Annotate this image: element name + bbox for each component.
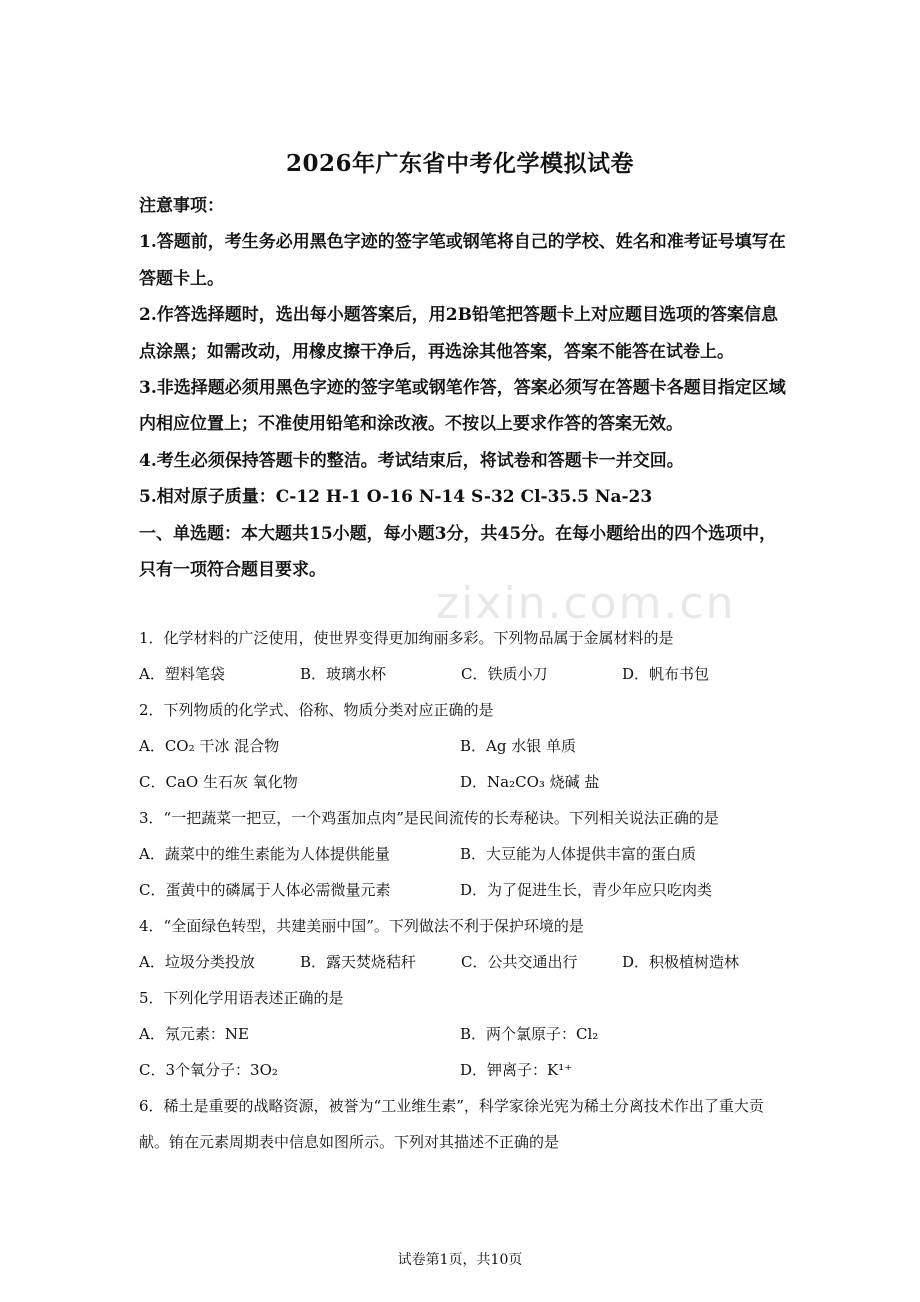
option: A．CO₂ 干冰 混合物 <box>139 737 280 755</box>
watermark: zixin.com.cn <box>436 578 736 629</box>
option: D．积极植树造林 <box>622 953 740 971</box>
option: D．钾离子：K¹⁺ <box>460 1061 573 1079</box>
option: A．垃圾分类投放 <box>139 953 255 971</box>
section-heading: 一、单选题：本大题共15小题，每小题3分，共45分。在每小题给出的四个选项中，只有一项符合题目要求。 <box>139 523 777 581</box>
question-1-options <box>139 656 789 692</box>
note-item-4: 4.考生必须保持答题卡的整洁。考试结束后，将试卷和答题卡一并交回。 <box>139 450 684 471</box>
question-6-stem: 6．稀土是重要的战略资源，被誉为“工业维生素”，科学家徐光宪为稀土分离技术作出了重大贡献。铕在元素周期表中信息如图所示。下列对其描述不正确的是 <box>139 1097 764 1151</box>
option: B．玻璃水杯 <box>300 665 387 683</box>
option: B．两个氯原子：Cl₂ <box>460 1025 599 1043</box>
option: A．塑料笔袋 <box>139 665 225 683</box>
note-item-5: 5.相对原子质量：C-12 H-1 O-16 N-14 S-32 Cl-35.5 Na-23 <box>139 487 653 508</box>
option: D．Na₂CO₃ 烧碱 盐 <box>460 773 600 791</box>
option: C．铁质小刀 <box>461 665 548 683</box>
option: D．帆布书包 <box>622 665 710 683</box>
question-2-options-row2 <box>139 764 789 800</box>
option: C．公共交通出行 <box>461 953 578 971</box>
option: A．蔬菜中的维生素能为人体提供能量 <box>139 845 390 863</box>
question-2-options-row1 <box>139 728 789 764</box>
note-item-2: 2.作答选择题时，选出每小题答案后，用2B铅笔把答题卡上对应题目选项的答案信息点涂黑；如需改动，用橡皮擦干净后，再选涂其他答案，答案不能答在试卷上。 <box>139 305 778 362</box>
question-5-stem: 5．下列化学用语表述正确的是 <box>139 989 344 1007</box>
question-2-stem: 2．下列物质的化学式、俗称、物质分类对应正确的是 <box>139 701 494 719</box>
option: D．为了促进生长，青少年应只吃肉类 <box>460 881 713 899</box>
note-item-1: 1.答题前，考生务必用黑色字迹的签字笔或钢笔将自己的学校、姓名和准考证号填写在答题卡上。 <box>139 232 786 289</box>
question-3-stem: 3．“一把蔬菜一把豆，一个鸡蛋加点肉”是民间流传的长寿秘诀。下列相关说法正确的是 <box>139 809 719 827</box>
option: C．蛋黄中的磷属于人体必需微量元素 <box>139 881 391 899</box>
question-1-stem: 1．化学材料的广泛使用，使世界变得更加绚丽多彩。下列物品属于金属材料的是 <box>139 629 674 647</box>
option: A．氖元素：NE <box>139 1025 249 1043</box>
page-title: 2026年广东省中考化学模拟试卷 <box>285 150 634 177</box>
questions-section <box>139 620 789 1160</box>
option: B．大豆能为人体提供丰富的蛋白质 <box>460 845 697 863</box>
question-3-options-row1 <box>139 836 789 872</box>
option: B．Ag 水银 单质 <box>460 737 576 755</box>
question-4-stem: 4．“全面绿色转型，共建美丽中国”。下列做法不利于保护环境的是 <box>139 917 584 935</box>
question-5-options-row1 <box>139 1016 789 1052</box>
option: C．CaO 生石灰 氧化物 <box>139 773 298 791</box>
option: C．3个氧分子：3O₂ <box>139 1061 278 1079</box>
question-5-options-row2 <box>139 1052 789 1088</box>
page-footer: 试卷第1页，共10页 <box>397 1252 523 1268</box>
notes-section <box>139 188 789 588</box>
question-3-options-row2 <box>139 872 789 908</box>
notes-heading: 注意事项： <box>139 196 224 216</box>
question-4-options <box>139 944 789 980</box>
note-item-3: 3.非选择题必须用黑色字迹的签字笔或钢笔作答，答案必须写在答题卡各题目指定区域内相应位置上；不准使用铅笔和涂改液。不按以上要求作答的答案无效。 <box>139 378 786 435</box>
option: B．露天焚烧秸秆 <box>300 953 417 971</box>
